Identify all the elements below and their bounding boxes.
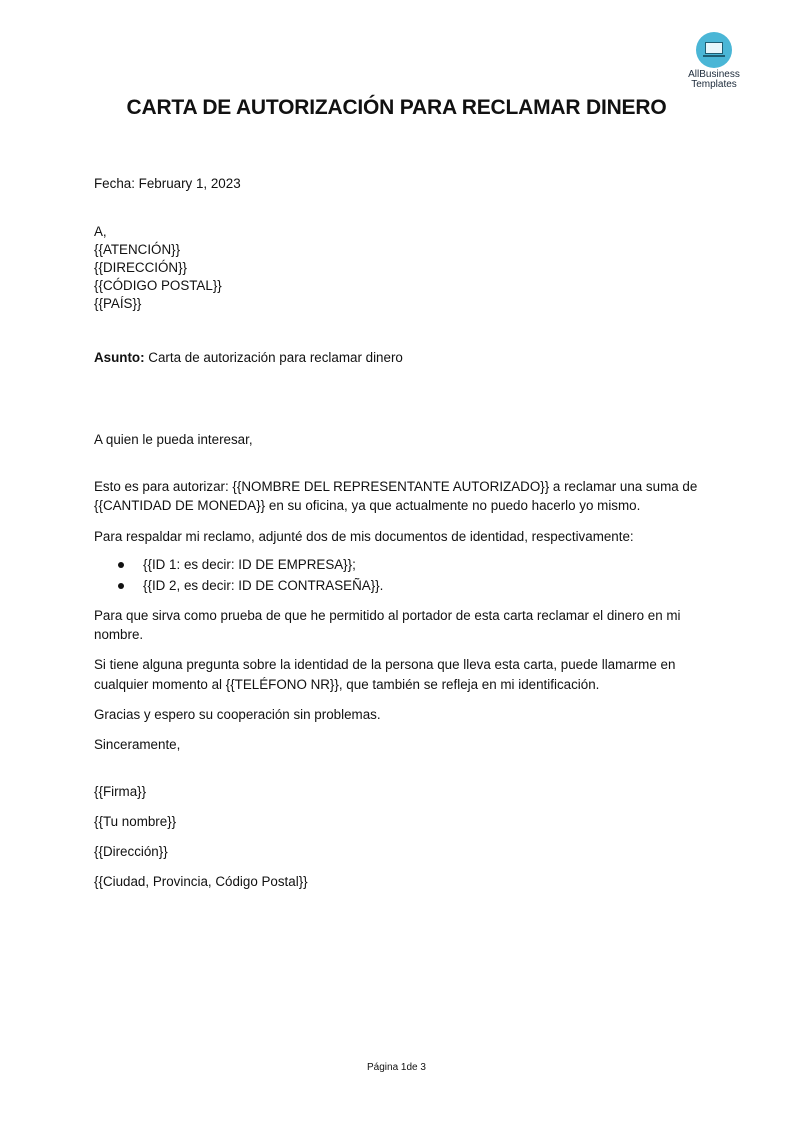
subject-label: Asunto: bbox=[94, 350, 145, 365]
bullet-marker bbox=[118, 583, 124, 589]
logo-text-line1: AllBusiness bbox=[688, 69, 740, 80]
address-country: {{PAÍS}} bbox=[94, 296, 142, 311]
address-street: {{DIRECCIÓN}} bbox=[94, 260, 188, 275]
document-title: CARTA DE AUTORIZACIÓN PARA RECLAMAR DINERO bbox=[126, 96, 667, 119]
paragraph-1-line-1: Esto es para autorizar: {{NOMBRE DEL REPRESENTANTE AUTORIZADO}} a reclamar una suma de bbox=[94, 479, 698, 494]
address-postal-code: {{CÓDIGO POSTAL}} bbox=[94, 278, 222, 293]
bullet-item-2: {{ID 2, es decir: ID DE CONTRASEÑA}}. bbox=[143, 578, 384, 593]
salutation: A quien le pueda interesar, bbox=[94, 432, 253, 447]
bullet-item-1: {{ID 1: es decir: ID DE EMPRESA}}; bbox=[143, 557, 356, 572]
paragraph-3-line-1: Para que sirva como prueba de que he permitido al portador de esta carta reclamar el dinero en mi bbox=[94, 608, 681, 623]
page-number: Página 1de 3 bbox=[367, 1062, 426, 1073]
signature-city: {{Ciudad, Provincia, Código Postal}} bbox=[94, 874, 308, 889]
address-greeting: A, bbox=[94, 224, 107, 239]
subject-text: Carta de autorización para reclamar dinero bbox=[144, 350, 403, 365]
signature-placeholder: {{Firma}} bbox=[94, 784, 147, 799]
date-line: Fecha: February 1, 2023 bbox=[94, 176, 241, 191]
laptop-icon bbox=[696, 32, 732, 68]
closing: Sinceramente, bbox=[94, 737, 181, 752]
paragraph-5: Gracias y espero su cooperación sin problemas. bbox=[94, 707, 381, 722]
allbusiness-logo bbox=[680, 30, 748, 90]
subject-line bbox=[94, 348, 403, 368]
paragraph-4-line-1: Si tiene alguna pregunta sobre la identidad de la persona que lleva esta carta, puede llamarme en bbox=[94, 657, 676, 672]
logo-text-line2: Templates bbox=[691, 79, 737, 90]
paragraph-3-line-2: nombre. bbox=[94, 627, 144, 642]
paragraph-4-line-2: cualquier momento al {{TELÉFONO NR}}, que también se refleja en mi identificación. bbox=[94, 677, 600, 692]
bullet-marker bbox=[118, 562, 124, 568]
signature-address: {{Dirección}} bbox=[94, 844, 168, 859]
signature-name: {{Tu nombre}} bbox=[94, 814, 177, 829]
paragraph-2: Para respaldar mi reclamo, adjunté dos de mis documentos de identidad, respectivamente: bbox=[94, 529, 634, 544]
paragraph-1-line-2: {{CANTIDAD DE MONEDA}} en su oficina, ya que actualmente no puedo hacerlo yo mismo. bbox=[94, 498, 641, 513]
address-attention: {{ATENCIÓN}} bbox=[94, 242, 181, 257]
